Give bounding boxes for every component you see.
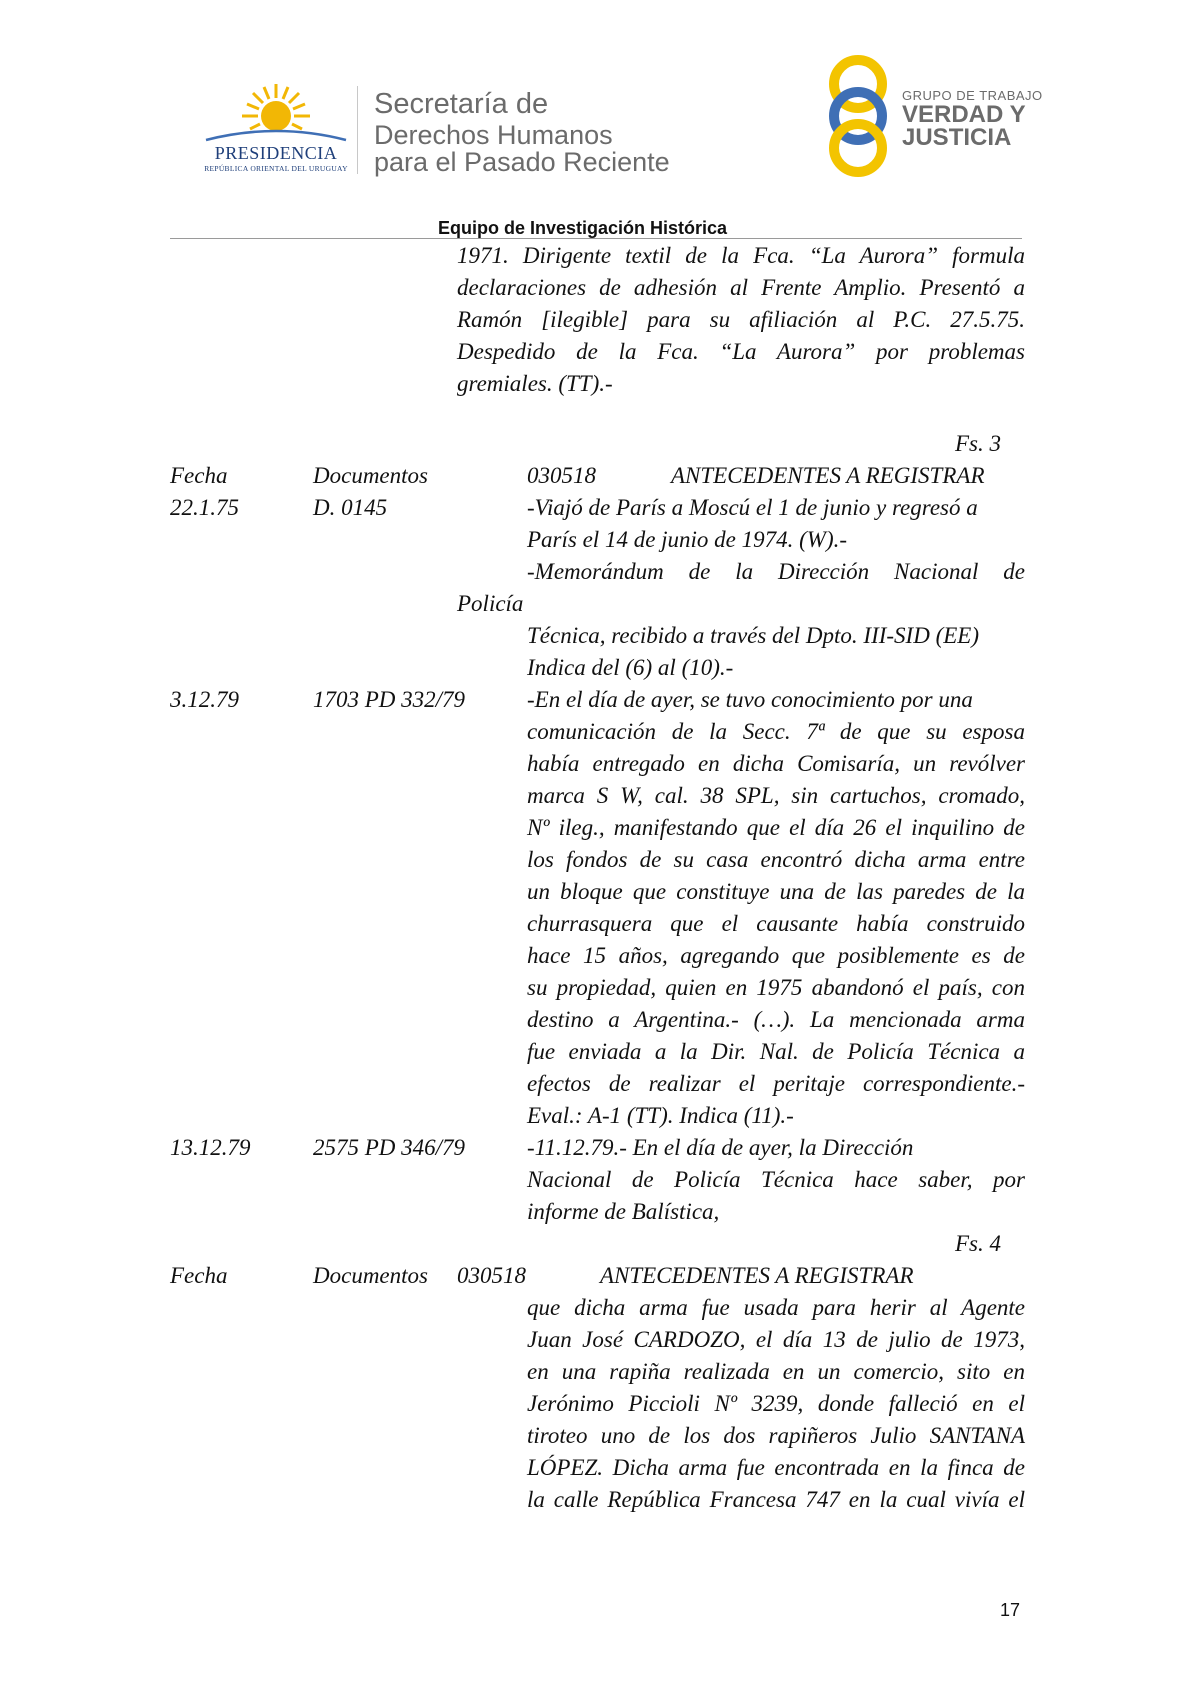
entry-line: su propiedad, quien en 1975 abandonó el país, con — [527, 975, 1025, 1000]
entry-date: 3.12.79 — [170, 687, 239, 712]
column-header-antecedentes: ANTECEDENTES A REGISTRAR — [671, 463, 985, 488]
entry-line: un bloque que constituye una de las paredes de la — [527, 879, 1025, 904]
secretaria-line-2: Derechos Humanos — [374, 120, 613, 150]
entry-line: París el 14 de junio de 1974. (W).- — [527, 527, 848, 552]
entry-line: destino a Argentina.- (…). La mencionada arma — [527, 1007, 1025, 1032]
entry-line: los fondos de su casa encontró dicha arma entre — [527, 847, 1025, 872]
entry-line: efectos de realizar el peritaje correspondiente.- — [527, 1071, 1025, 1096]
page-number: 17 — [1000, 1600, 1021, 1620]
entry-line: churrasquera que el causante había construido — [527, 911, 1025, 936]
presidencia-subtitle: REPÚBLICA ORIENTAL DEL URUGUAY — [204, 164, 348, 173]
secretaria-line-3: para el Pasado Reciente — [374, 147, 670, 177]
presidencia-wordmark: PRESIDENCIA — [214, 143, 338, 163]
entry-line: -11.12.79.- En el día de ayer, la Dirección — [527, 1135, 914, 1160]
entry-line: comunicación de la Secc. 7ª de que su esposa — [527, 719, 1025, 744]
entry-date: 13.12.79 — [170, 1135, 251, 1160]
entry-document: 2575 PD 346/79 — [313, 1135, 466, 1160]
entry-line: -Viajó de París a Moscú el 1 de junio y regresó a — [527, 495, 978, 520]
entry-line: -Memorándum de la Dirección Nacional de — [527, 559, 1025, 584]
entry-line: Policía — [457, 591, 524, 616]
continuation-line: tiroteo uno de los dos rapiñeros Julio SANTANA — [527, 1423, 1025, 1448]
intro-line: declaraciones de adhesión al Frente Amplio. Presentó a — [457, 275, 1025, 300]
entry-line: hace 15 años, agregando que posiblemente es de — [527, 943, 1025, 968]
folio-marker: Fs. 4 — [955, 1231, 1001, 1256]
entry-line: Indica del (6) al (10).- — [527, 655, 734, 680]
gt-line-3: JUSTICIA — [902, 124, 1012, 151]
gt-line-2: VERDAD Y — [902, 101, 1026, 128]
gt-line-1: GRUPO DE TRABAJO — [902, 88, 1043, 103]
column-header-fecha: Fecha — [170, 1263, 228, 1288]
column-header-documentos: Documentos — [313, 463, 428, 488]
entry-line: Eval.: A-1 (TT). Indica (11).- — [527, 1103, 794, 1128]
entry-date: 22.1.75 — [170, 495, 239, 520]
continuation-line: Juan José CARDOZO, el día 13 de julio de 1973, — [527, 1327, 1025, 1352]
continuation-line: Jerónimo Piccioli Nº 3239, donde falleció en el — [527, 1391, 1025, 1416]
header-divider — [357, 86, 358, 174]
folio-marker: Fs. 3 — [955, 431, 1001, 456]
intro-line: Ramón [ilegible] para su afiliación al P.C. 27.5.75. — [457, 307, 1025, 332]
intro-line: 1971. Dirigente textil de la Fca. “La Aurora” formula — [457, 243, 1025, 268]
entry-line: marca S W, cal. 38 SPL, sin cartuchos, cromado, — [527, 783, 1025, 808]
continuation-line: en una rapiña realizada en un comercio, sito en — [527, 1359, 1025, 1384]
column-header-fecha: Fecha — [170, 463, 228, 488]
secretaria-line-1: Secretaría de — [374, 88, 549, 120]
entry-line: -En el día de ayer, se tuvo conocimiento por una — [527, 687, 973, 712]
document-code: 030518 — [527, 463, 596, 488]
team-title: Equipo de Investigación Histórica — [438, 218, 728, 238]
entry-document: D. 0145 — [313, 495, 388, 520]
header-rule — [170, 238, 1022, 239]
column-header-documentos: Documentos — [313, 1263, 428, 1288]
entry-line: informe de Balística, — [527, 1199, 720, 1224]
intro-line: gremiales. (TT).- — [457, 371, 613, 396]
document-code: 030518 — [457, 1263, 526, 1288]
intro-line: Despedido de la Fca. “La Aurora” por problemas — [457, 339, 1025, 364]
entry-line: Nacional de Policía Técnica hace saber, por — [527, 1167, 1025, 1192]
entry-line: Nº ileg., manifestando que el día 26 el inquilino de — [527, 815, 1025, 840]
verdad-justicia-rings-logo — [818, 52, 898, 180]
entry-document: 1703 PD 332/79 — [313, 687, 466, 712]
entry-line: fue enviada a la Dir. Nal. de Policía Técnica a — [527, 1039, 1025, 1064]
entry-line: había entregado en dicha Comisaría, un revólver — [527, 751, 1025, 776]
continuation-line: LÓPEZ. Dicha arma fue encontrada en la finca de — [527, 1455, 1025, 1480]
column-header-antecedentes: ANTECEDENTES A REGISTRAR — [600, 1263, 914, 1288]
entry-line: Técnica, recibido a través del Dpto. III-SID (EE) — [527, 623, 979, 648]
continuation-line: la calle República Francesa 747 en la cual vivía el — [527, 1487, 1025, 1512]
continuation-line: que dicha arma fue usada para herir al Agente — [527, 1295, 1025, 1320]
